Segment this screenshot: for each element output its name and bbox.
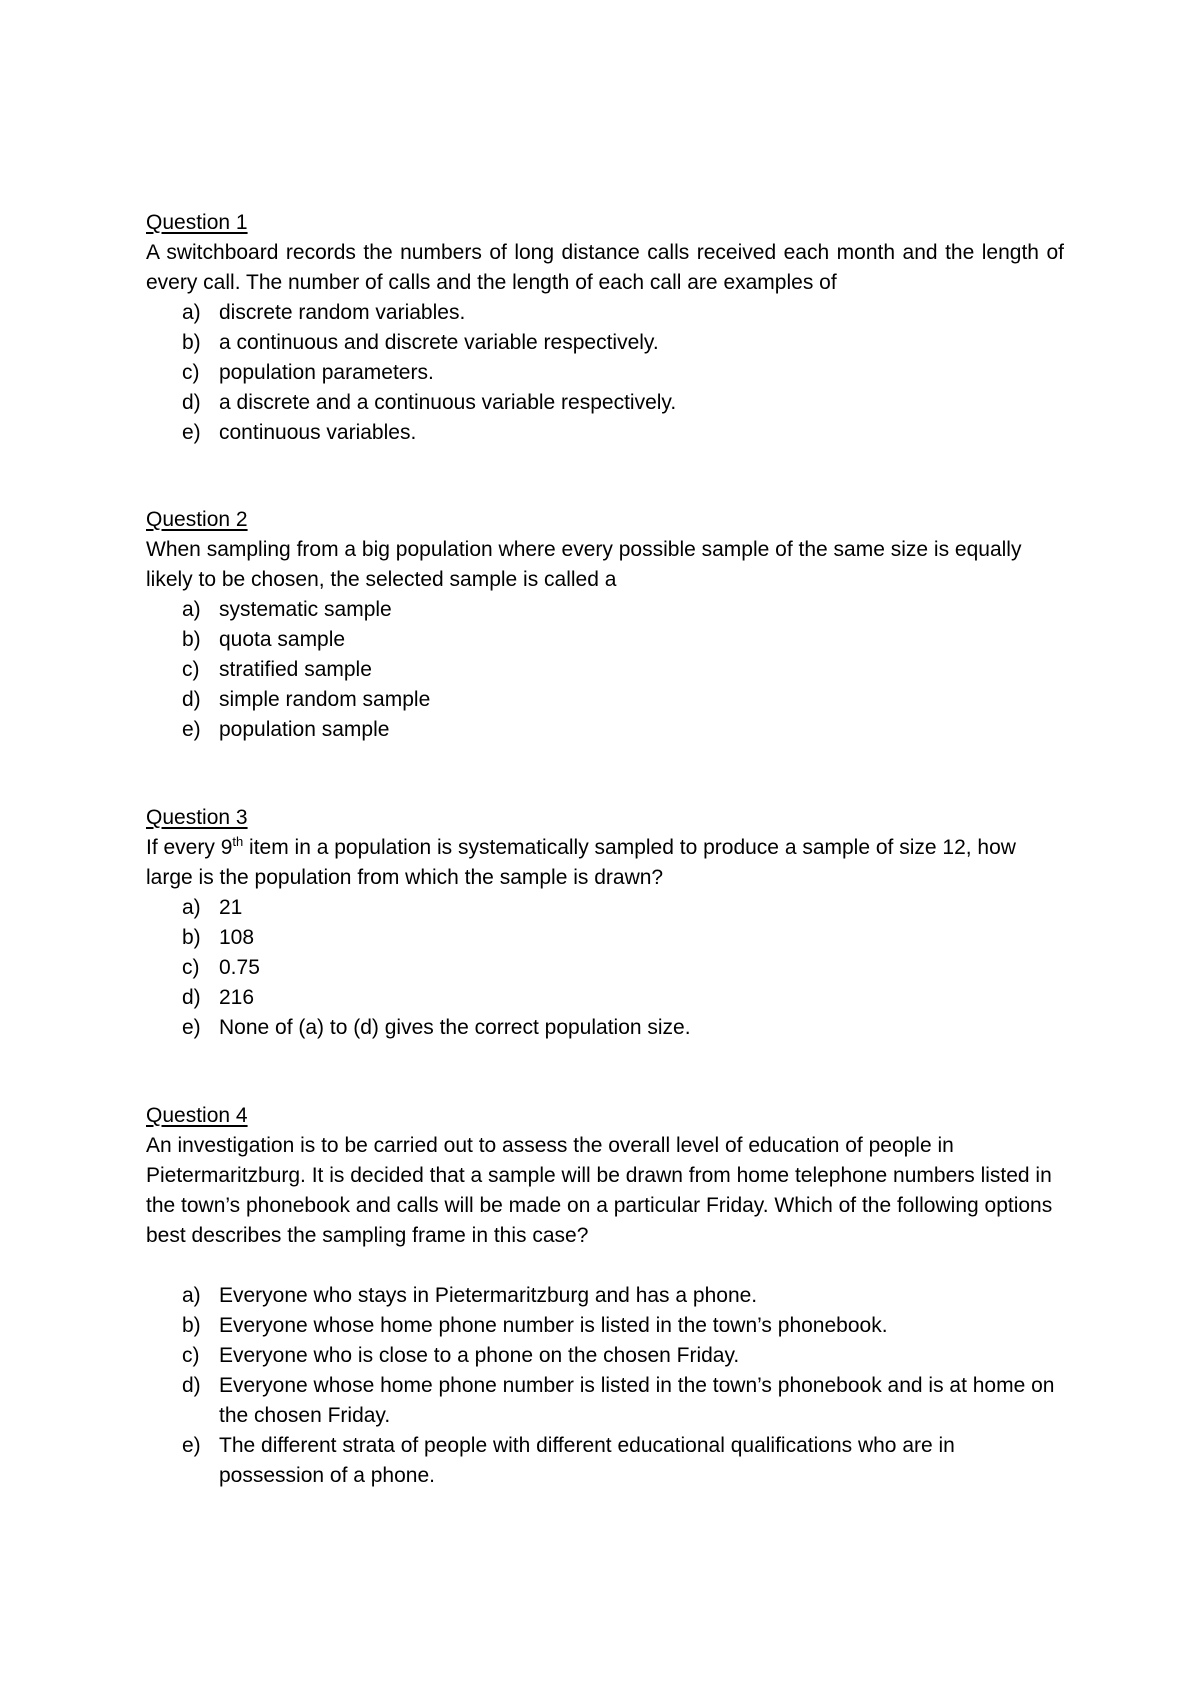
answer-option [146, 328, 1064, 358]
answer-option [146, 418, 1064, 448]
answer-option [146, 1311, 1064, 1341]
option-text: simple random sample [219, 688, 431, 711]
question-title: Question 4 [146, 1104, 248, 1127]
question-4 [146, 1101, 1064, 1491]
question-2 [146, 505, 1064, 745]
answer-option [146, 923, 1064, 953]
option-label: c) [182, 1344, 200, 1367]
option-label: d) [182, 391, 201, 414]
answer-option [146, 388, 1064, 418]
option-label: b) [182, 628, 201, 651]
option-text: quota sample [219, 628, 346, 651]
option-text: discrete random variables. [219, 301, 466, 324]
answer-option [146, 685, 1064, 715]
question-3 [146, 803, 1064, 1043]
option-text: The different strata of people with different educational qualifications who are in possession of a phone. [219, 1434, 955, 1487]
question-text [146, 833, 1064, 893]
option-text: Everyone who stays in Pietermaritzburg and has a phone. [219, 1284, 758, 1307]
option-label: d) [182, 1374, 201, 1397]
answer-option [146, 1371, 1064, 1431]
option-label: e) [182, 1016, 201, 1039]
option-label: e) [182, 421, 201, 444]
option-text: 21 [219, 896, 243, 919]
answer-option [146, 715, 1064, 745]
question-text-end: item in a population is systematically sampled to produce a sample of size 12, how large is the population from which the sample is drawn? [146, 836, 1016, 889]
question-title: Question 1 [146, 211, 248, 234]
option-label: c) [182, 956, 200, 979]
question-1 [146, 208, 1064, 448]
answer-option [146, 1341, 1064, 1371]
question-text: An investigation is to be carried out to assess the overall level of education of people in Pietermaritzburg. It is decided that a sample will be drawn from home telephone numbers listed in the town’s phonebook and calls will be made on a particular Friday. Which of the following options best describes the sampling frame in this case? [146, 1134, 1053, 1247]
answer-option [146, 983, 1064, 1013]
option-text: Everyone whose home phone number is listed in the town’s phonebook. [219, 1314, 888, 1337]
question-text-start: If every 9 [146, 836, 233, 859]
answer-options [146, 1281, 1064, 1491]
option-label: d) [182, 986, 201, 1009]
option-label: e) [182, 718, 201, 741]
answer-option [146, 1431, 1064, 1491]
option-label: c) [182, 658, 200, 681]
answer-option [146, 1281, 1064, 1311]
answer-option [146, 595, 1064, 625]
option-label: c) [182, 361, 200, 384]
answer-option [146, 625, 1064, 655]
option-text: population sample [219, 718, 390, 741]
option-text: systematic sample [219, 598, 392, 621]
option-text: continuous variables. [219, 421, 417, 444]
option-text: a discrete and a continuous variable respectively. [219, 391, 677, 414]
option-text: None of (a) to (d) gives the correct population size. [219, 1016, 691, 1039]
option-label: b) [182, 1314, 201, 1337]
option-text: stratified sample [219, 658, 372, 681]
answer-option [146, 953, 1064, 983]
answer-option [146, 1013, 1064, 1043]
question-title: Question 2 [146, 508, 248, 531]
question-text: When sampling from a big population where every possible sample of the same size is equally likely to be chosen, the selected sample is called a [146, 538, 1022, 591]
option-text: Everyone who is close to a phone on the chosen Friday. [219, 1344, 740, 1367]
answer-options [146, 298, 1064, 448]
option-label: a) [182, 896, 201, 919]
option-text: 0.75 [219, 956, 260, 979]
option-text: a continuous and discrete variable respectively. [219, 331, 659, 354]
ordinal-superscript: th [232, 834, 244, 849]
question-text: A switchboard records the numbers of long distance calls received each month and the length of every call. The number of calls and the length of each call are examples of [146, 241, 1064, 294]
option-text: 108 [219, 926, 255, 949]
option-label: d) [182, 688, 201, 711]
option-label: a) [182, 1284, 201, 1307]
answer-options [146, 893, 1064, 1043]
option-text: 216 [219, 986, 255, 1009]
option-label: e) [182, 1434, 201, 1457]
question-title: Question 3 [146, 806, 248, 829]
option-label: a) [182, 598, 201, 621]
answer-option [146, 655, 1064, 685]
answer-option [146, 298, 1064, 328]
option-label: a) [182, 301, 201, 324]
option-text: population parameters. [219, 361, 434, 384]
option-text: Everyone whose home phone number is listed in the town’s phonebook and is at home on the chosen Friday. [219, 1374, 1055, 1427]
answer-options [146, 595, 1064, 745]
option-label: b) [182, 331, 201, 354]
answer-option [146, 893, 1064, 923]
option-label: b) [182, 926, 201, 949]
answer-option [146, 358, 1064, 388]
